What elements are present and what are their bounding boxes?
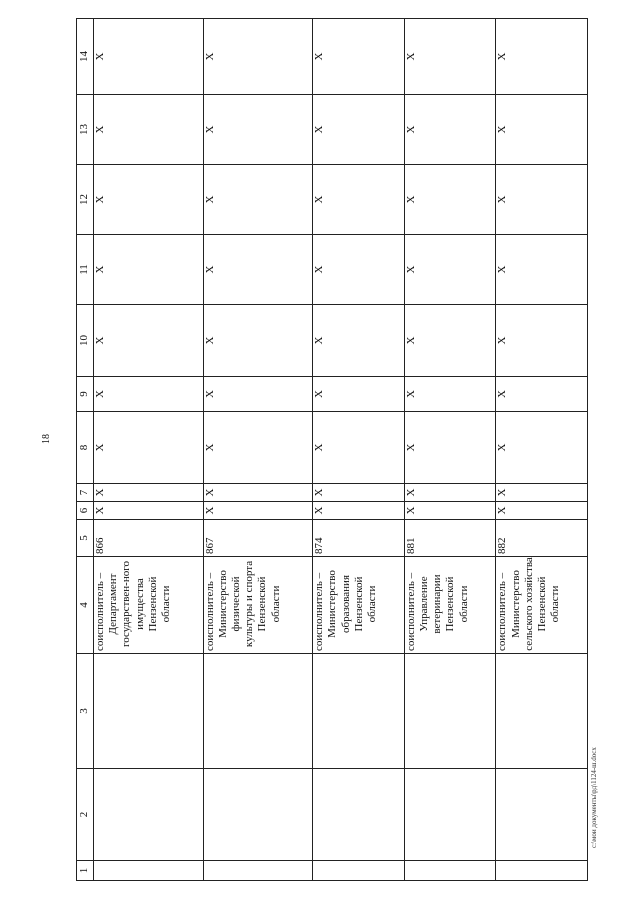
cell-col3 — [94, 654, 204, 769]
cell-col6: X — [203, 502, 313, 520]
cell-col6: X — [404, 502, 496, 520]
cell-col11: X — [94, 235, 204, 305]
cell-col2 — [404, 769, 496, 861]
program-table — [76, 18, 588, 881]
cell-col2 — [496, 769, 588, 861]
cell-col12: X — [94, 165, 204, 235]
cell-col10: X — [203, 305, 313, 377]
cell-col14: X — [313, 19, 405, 95]
cell-col6: X — [496, 502, 588, 520]
cell-col8: X — [313, 412, 405, 484]
cell-col10: X — [313, 305, 405, 377]
cell-col9: X — [203, 377, 313, 412]
cell-col13: X — [496, 95, 588, 165]
cell-col14: X — [404, 19, 496, 95]
table-row — [496, 19, 588, 881]
cell-col8: X — [203, 412, 313, 484]
cell-col13: X — [94, 95, 204, 165]
cell-col9: X — [94, 377, 204, 412]
cell-code: 866 — [94, 520, 204, 557]
cell-col13: X — [404, 95, 496, 165]
column-header: 12 — [77, 165, 94, 235]
cell-col11: X — [496, 235, 588, 305]
cell-col2 — [94, 769, 204, 861]
cell-col3 — [203, 654, 313, 769]
cell-col10: X — [496, 305, 588, 377]
cell-col7: X — [94, 484, 204, 502]
cell-col7: X — [203, 484, 313, 502]
cell-col9: X — [404, 377, 496, 412]
description-lead: соисполнитель – — [94, 572, 106, 651]
cell-col10: X — [404, 305, 496, 377]
cell-col2 — [203, 769, 313, 861]
cell-col8: X — [404, 412, 496, 484]
column-header: 5 — [77, 520, 94, 557]
column-header: 13 — [77, 95, 94, 165]
cell-col1 — [404, 861, 496, 881]
header-row — [77, 19, 94, 881]
cell-col14: X — [496, 19, 588, 95]
table-row — [94, 19, 204, 881]
cell-col1 — [313, 861, 405, 881]
cell-code: 881 — [404, 520, 496, 557]
table-row — [404, 19, 496, 881]
cell-col13: X — [203, 95, 313, 165]
column-header: 14 — [77, 19, 94, 95]
cell-description — [94, 557, 204, 654]
description-text: Министерство физической культуры и спорта Пензенской области — [216, 560, 282, 648]
cell-col12: X — [313, 165, 405, 235]
cell-col1 — [203, 861, 313, 881]
column-header: 1 — [77, 861, 94, 881]
cell-col2 — [313, 769, 405, 861]
cell-description — [313, 557, 405, 654]
cell-code: 882 — [496, 520, 588, 557]
cell-col6: X — [94, 502, 204, 520]
column-header: 9 — [77, 377, 94, 412]
cell-code: 867 — [203, 520, 313, 557]
table-row — [313, 19, 405, 881]
description-lead: соисполнитель – — [404, 572, 417, 651]
cell-description — [203, 557, 313, 654]
cell-col1 — [496, 861, 588, 881]
column-header: 11 — [77, 235, 94, 305]
cell-description — [496, 557, 588, 654]
rotated-table-container — [76, 19, 588, 881]
cell-col11: X — [313, 235, 405, 305]
description-text: Управление ветеринарии Пензенской области — [418, 574, 470, 634]
table-row — [203, 19, 313, 881]
description-lead: соисполнитель – — [203, 572, 216, 651]
cell-col14: X — [203, 19, 313, 95]
cell-col3 — [496, 654, 588, 769]
column-header: 3 — [77, 654, 94, 769]
cell-col11: X — [404, 235, 496, 305]
cell-col8: X — [496, 412, 588, 484]
cell-col7: X — [404, 484, 496, 502]
cell-col9: X — [313, 377, 405, 412]
cell-col3 — [404, 654, 496, 769]
description-lead: соисполнитель – — [496, 572, 509, 651]
cell-col10: X — [94, 305, 204, 377]
cell-col9: X — [496, 377, 588, 412]
description-text: Министерство образования Пензенской области — [326, 570, 379, 638]
cell-col7: X — [313, 484, 405, 502]
cell-col7: X — [496, 484, 588, 502]
cell-col3 — [313, 654, 405, 769]
cell-col1 — [94, 861, 204, 881]
cell-col12: X — [404, 165, 496, 235]
description-lead: соисполнитель – — [313, 572, 326, 651]
cell-description — [404, 557, 496, 654]
cell-col8: X — [94, 412, 204, 484]
cell-col13: X — [313, 95, 405, 165]
column-header: 4 — [77, 557, 94, 654]
cell-col11: X — [203, 235, 313, 305]
column-header: 2 — [77, 769, 94, 861]
column-header: 6 — [77, 502, 94, 520]
column-header: 7 — [77, 484, 94, 502]
page-number: 18 — [41, 434, 52, 444]
footer-file-path: c:\мои документы\рд\1124-ш.docx — [590, 747, 598, 848]
column-header: 10 — [77, 305, 94, 377]
cell-col12: X — [203, 165, 313, 235]
cell-code: 874 — [313, 520, 405, 557]
column-header: 8 — [77, 412, 94, 484]
cell-col14: X — [94, 19, 204, 95]
description-text: Министерство сельского хозяйства Пензенской области — [509, 557, 562, 651]
cell-col6: X — [313, 502, 405, 520]
description-text: Департамент государствен-ного имущества Пензенской области — [107, 561, 173, 647]
cell-col12: X — [496, 165, 588, 235]
